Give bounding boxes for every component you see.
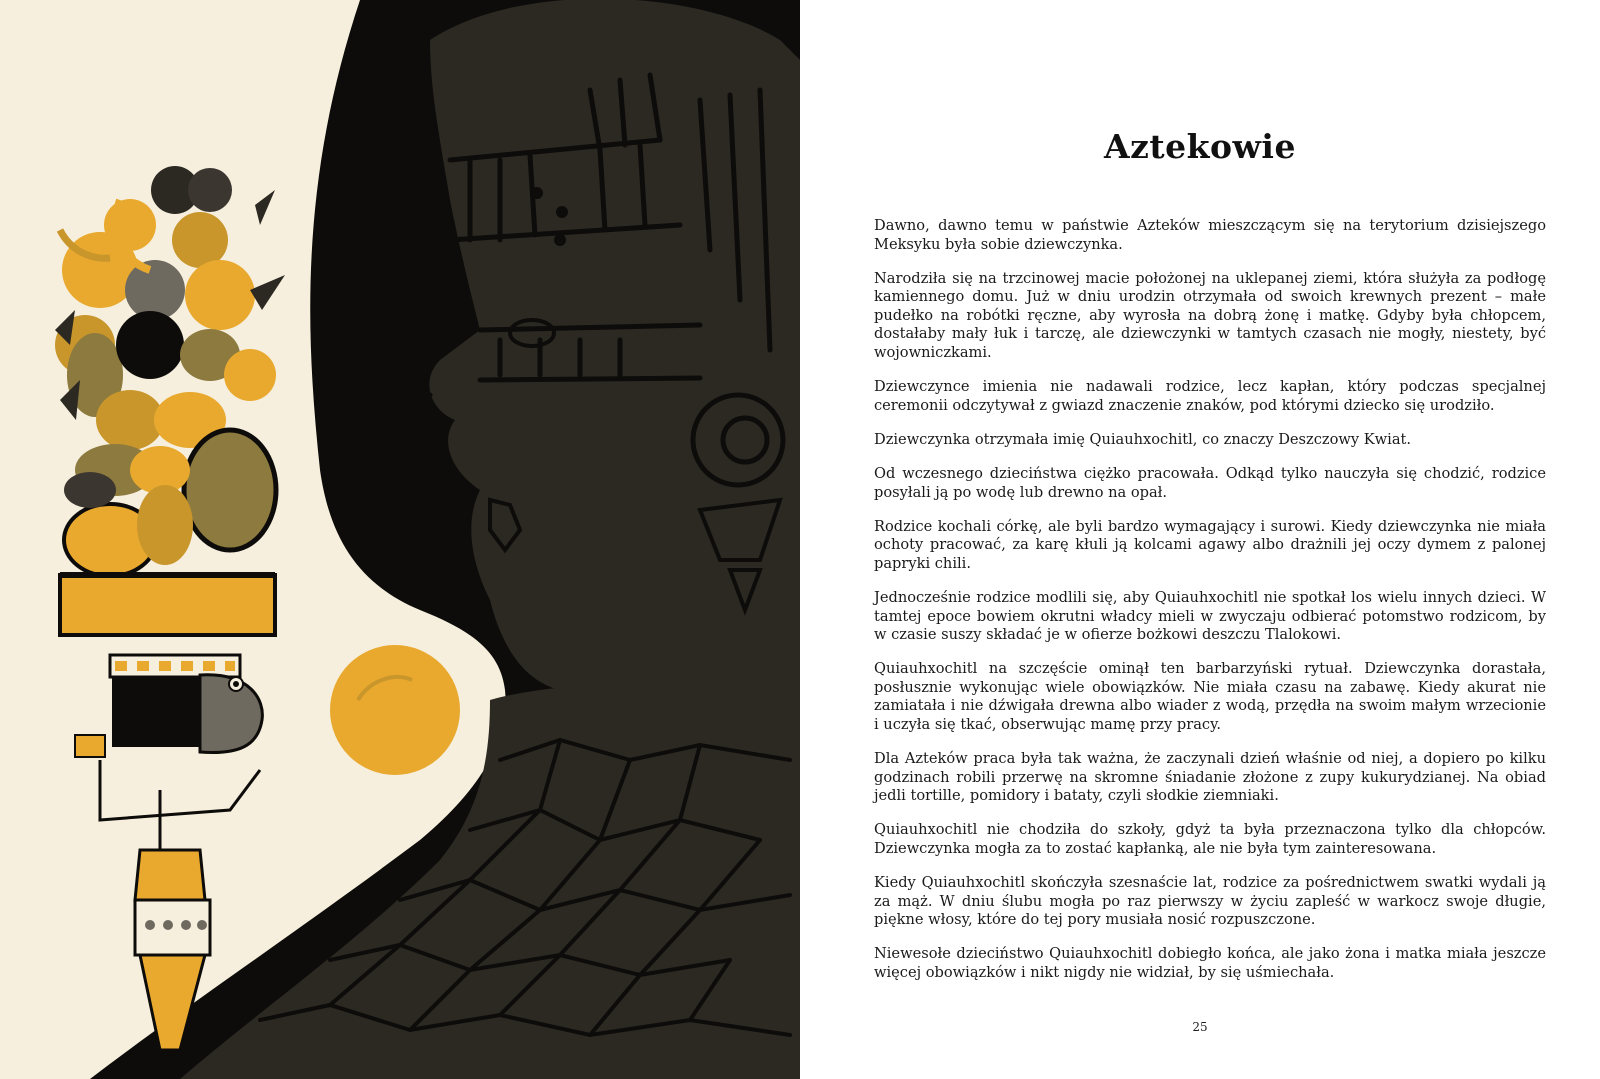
paragraph: Jednocześnie rodzice modlili się, aby Quiauhxochitl nie spotkał los wielu innych dzieci. W tamtej epoce bowiem okrutni władcy mieli w zwyczaju odbierać potomstwo rodzicom, by w czasie suszy składać je w ofierze bożkowi deszczu Tlalokowi. [874,588,1546,644]
paragraph: Dziewczynce imienia nie nadawali rodzice, lecz kapłan, który podczas specjalnej ceremonii odczytywał z gwiazd znaczenie znaków, pod którymi dziecko się urodziło. [874,378,1546,414]
fruit [96,390,164,450]
fruit [172,212,228,268]
paragraph: Dawno, dawno temu w państwie Azteków mieszczącym się na terytorium dzisiejszego Meksyku była sobie dziewczynka. [874,217,1546,253]
text-page [800,0,1600,1079]
article-body [874,217,1546,998]
fruit-tray [60,575,275,635]
fruit [224,349,276,401]
page-number: 25 [1192,1020,1208,1034]
fruit [137,485,193,565]
paragraph: Quiauhxochitl nie chodziła do szkoły, gdyż ta była przeznaczona tylko dla chłopców. Dziewczynka mogła za to zostać kapłanką, ale nie była tym zainteresowana. [874,821,1546,857]
chapter-title: Aztekowie [1104,127,1296,166]
fruit [184,430,276,550]
orange-fruit [330,645,460,775]
fruit [104,199,156,251]
fruit [64,472,116,508]
fruit-pile [53,166,285,635]
fruit [188,168,232,212]
paragraph: Od wczesnego dzieciństwa ciężko pracowała. Odkąd tylko nauczyła się chodzić, rodzice posyłali ją po wodę lub drewno na opał. [874,464,1546,501]
aztec-warrior-figure [180,0,800,1079]
carrier-staff [135,850,205,900]
paragraph: Narodziła się na trzcinowej macie położonej na uklepanej ziemi, która służyła za podłogę kamiennego domu. Już w dniu urodzin otrzymała od swoich krewnych prezent – małe pudełko na robótki ręczne, aby wyrosła na dobrą żonę i matkę. Gdyby była chłopcem, dostałaby mały łuk i tarczę, ale dziewczynki w tamtych czasach nie mogły, niestety, być wojowniczkami. [874,269,1546,362]
carrier-headdress [112,677,204,747]
fruit [125,260,185,320]
paragraph: Kiedy Quiauhxochitl skończyła szesnaście lat, rodzice za pośrednictwem swatki wydali ją za mąż. W dniu ślubu mogła po raz pierwszy w życiu zapleść w warkocz swoje długie, piękne włosy, które do tej pory musiała nosić rozpuszczone. [874,874,1546,929]
paragraph: Dziewczynka otrzymała imię Quiauhxochitl, co znaczy Deszczowy Kwiat. [874,430,1412,448]
paragraph: Rodzice kochali córkę, ale byli bardzo wymagający i surowi. Kiedy dziewczynka nie miała ochoty pracować, za karę kłuli ją kolcami agawy albo drażnili jej oczy dymem z palonej papryki chili. [874,517,1546,572]
paragraph: Quiauhxochitl na szczęście ominął ten barbarzyński rytuał. Dziewczynka dorastała, posłusznie wykonując wiele obowiązków. Nie miała czasu na zabawę. Kiedy akurat nie zamiatała i nie dźwigała drewna albo wiader z wodą, przędła na swoim małym wrzecionie i uczyła się tkać, obserwując mamę przy pracy. [874,660,1546,733]
fruit [116,311,184,379]
paragraph: Dla Azteków praca była tak ważna, że zaczynali dzień właśnie od niej, a dopiero po kilku godzinach robili przerwę na skromne śniadanie złożone z zupy kukurydzianej. Na obiad jedli tortille, pomidory i bataty, czyli słodkie ziemniaki. [874,750,1546,805]
fruit [185,260,255,330]
paragraph: Niewesołe dzieciństwo Quiauhxochitl dobiegło końca, ale jako żona i matka miała jeszcze więcej obowiązków i nikt nigdy nie widział, by się uśmiechała. [874,945,1546,981]
warrior-body [180,683,800,1079]
